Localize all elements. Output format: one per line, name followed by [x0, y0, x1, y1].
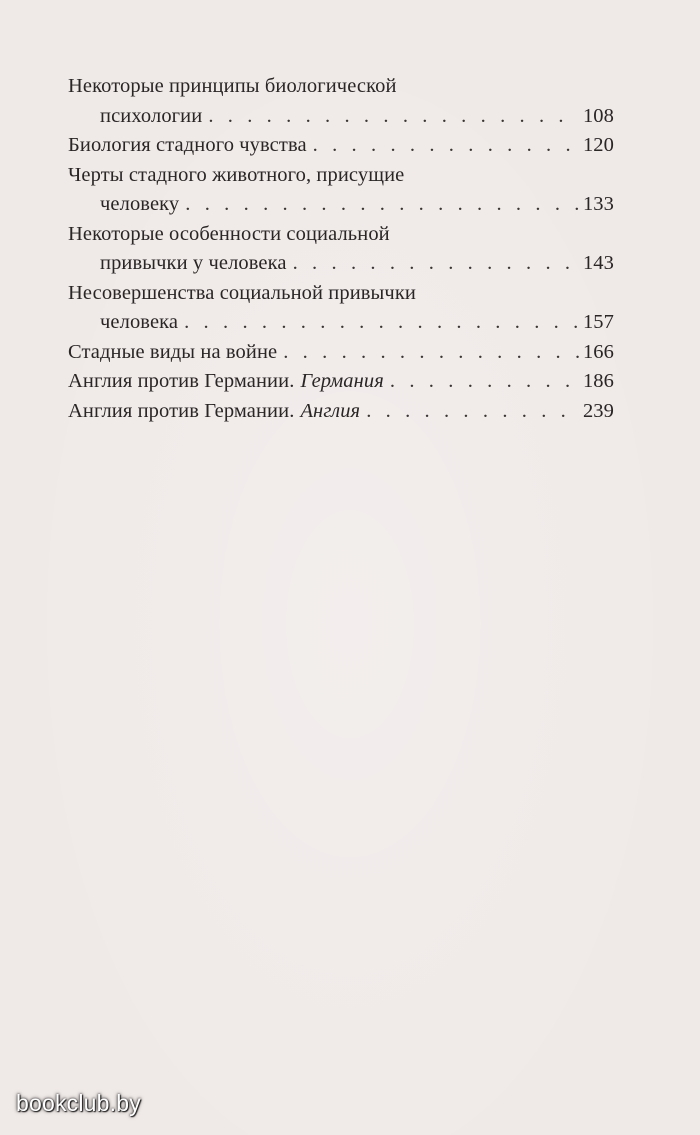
table-of-contents	[68, 72, 614, 426]
toc-entry-title: Биология стадного чувства	[68, 134, 307, 156]
toc-entry	[68, 131, 614, 161]
toc-entry-subtitle: Германия	[300, 370, 384, 392]
dot-leader	[185, 190, 579, 220]
toc-page-number: 157	[582, 311, 614, 333]
toc-page-number: 166	[582, 340, 614, 363]
toc-entry	[68, 367, 614, 397]
dot-leader	[184, 308, 579, 338]
toc-entry-subtitle: Англия	[300, 399, 361, 422]
toc-entry-title: Англия против Германии.	[68, 370, 295, 392]
toc-entry-title: Некоторые принципы биологической	[68, 75, 397, 97]
toc-page-number: 186	[582, 370, 614, 392]
toc-entry-title: Несовершенства социальной привычки	[68, 281, 416, 304]
dot-leader	[366, 397, 579, 427]
dot-leader	[313, 131, 579, 161]
watermark: bookclub.by	[16, 1090, 141, 1116]
dot-leader	[283, 338, 579, 368]
toc-entry-title-continued: привычки у человека	[100, 252, 287, 274]
toc-entry-title: Стадные виды на войне	[68, 340, 278, 363]
toc-entry	[68, 220, 614, 279]
toc-page-number: 239	[582, 399, 614, 422]
dot-leader	[208, 102, 579, 132]
toc-entry-title-continued: человека	[100, 311, 179, 333]
toc-entry	[68, 397, 614, 427]
dot-leader	[293, 249, 579, 279]
toc-page-number: 143	[582, 252, 614, 274]
toc-entry	[68, 279, 614, 338]
toc-entry-title-continued: человеку	[100, 193, 180, 215]
dot-leader	[390, 367, 579, 397]
toc-entry-title: Некоторые особенности социальной	[68, 222, 390, 245]
toc-page-number: 108	[582, 104, 614, 127]
toc-page-number: 133	[582, 193, 614, 215]
toc-entry-title: Англия против Германии.	[68, 399, 295, 422]
toc-entry	[68, 338, 614, 368]
toc-page-number: 120	[582, 134, 614, 156]
toc-entry-title: Черты стадного животного, присущие	[68, 163, 405, 186]
toc-entry-title-continued: психологии	[100, 104, 203, 127]
toc-entry	[68, 72, 614, 131]
toc-entry	[68, 161, 614, 220]
